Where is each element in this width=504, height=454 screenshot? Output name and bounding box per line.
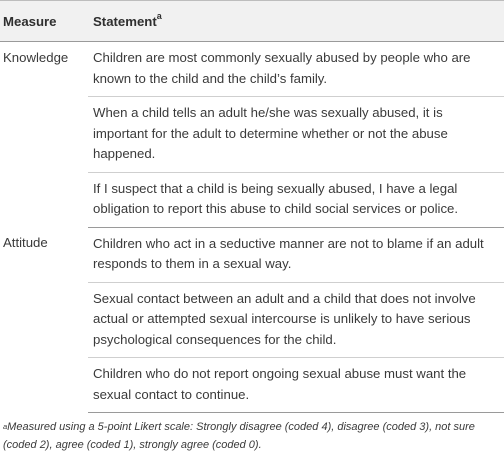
statement-text: When a child tells an adult he/she was sexually abused, it is important for the adult to determine whether or not the abuse happened. [93,105,448,161]
measure-label: Attitude [3,235,48,250]
statement-cell [88,42,504,97]
statement-text: Children who do not report ongoing sexual abuse must want the sexual contact to continue. [93,366,467,402]
statement-text: Children are most commonly sexually abused by people who are known to the child and the child’s family. [93,50,471,86]
statement-column-header [88,1,504,42]
measure-cell-knowledge [0,42,88,228]
table-row [0,42,504,97]
statement-header-label: Statement [93,13,157,29]
statement-text: Sexual contact between an adult and a child that does not involve actual or attempted sexual intercourse is unlikely to have serious psychological consequences for the child. [93,290,476,347]
table-row [0,227,504,282]
statement-cell [88,227,504,282]
statement-cell [88,282,504,358]
statement-cell [88,172,504,227]
statement-header-footnote-marker: a [156,10,162,21]
table-header-row [0,1,504,42]
measure-column-header [0,1,88,42]
measure-label: Knowledge [3,50,69,65]
statement-text: If I suspect that a child is being sexually abused, I have a legal obligation to report this abuse to child social services or police. [93,180,459,216]
measure-header-label: Measure [3,13,57,29]
statement-text: Children who act in a seductive manner are not to blame if an adult responds to them in a sexual way. [93,235,484,271]
table-footnote [0,413,504,454]
footnote-marker: a [3,422,8,431]
footnote-text: Measured using a 5-point Likert scale: Strongly disagree (coded 4), disagree (coded 3), not sure (coded 2), agree (coded 1), strongly agree (coded 0). [3,421,475,451]
measure-cell-attitude [0,227,88,413]
statement-cell [88,358,504,413]
statement-cell [88,97,504,173]
